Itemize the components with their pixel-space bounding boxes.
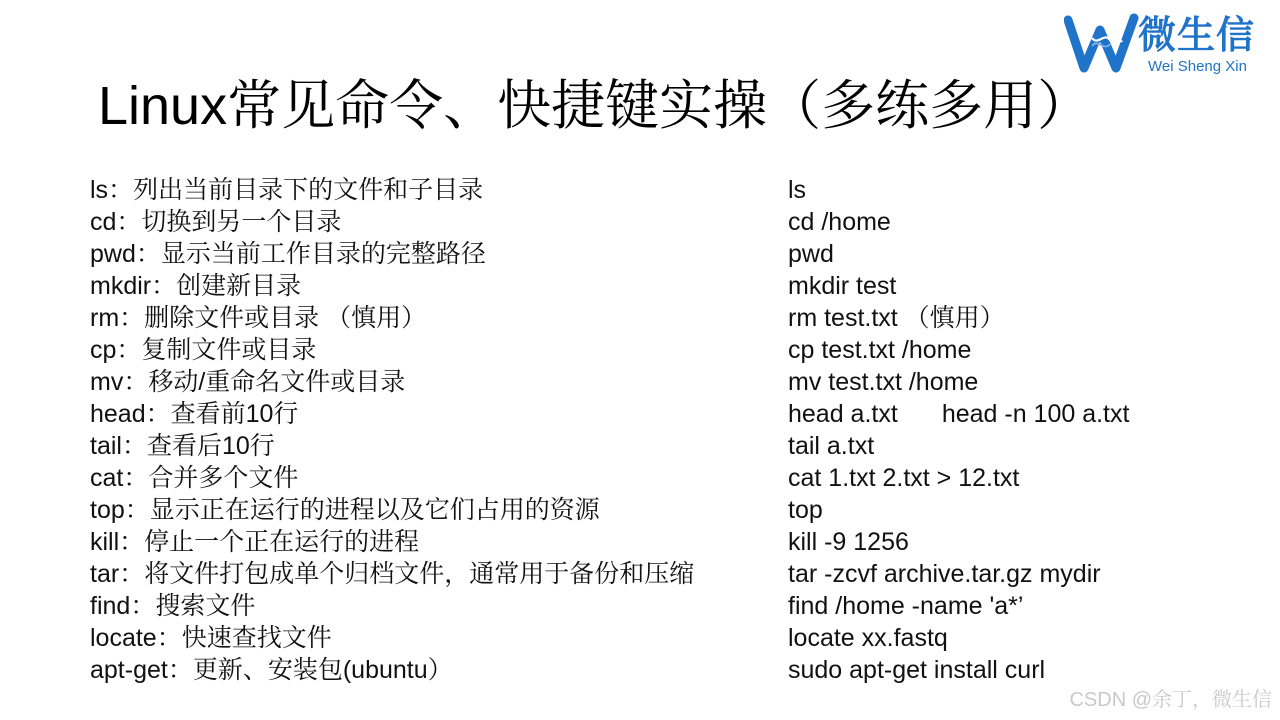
command-name: kill [90,528,120,556]
command-example: cat 1.txt 2.txt > 12.txt [788,464,1020,492]
command-description: ：复制文件或目录 [116,336,317,364]
list-item [90,206,770,238]
list-item [788,206,1258,238]
list-item [90,302,770,334]
list-item [788,558,1258,590]
command-description: ：快速查找文件 [156,624,332,652]
command-name: tail [90,432,122,460]
command-description: ：移动/重命名文件或目录 [123,368,406,396]
command-example: rm test.txt （慎用） [788,304,1005,332]
command-name: apt-get [90,656,168,684]
command-name: locate [90,624,157,652]
list-item [90,174,770,206]
list-item [90,526,770,558]
command-name: find [90,592,131,620]
list-item [90,622,770,654]
list-item [90,270,770,302]
command-example: ls [788,176,807,204]
command-name: cp [90,336,117,364]
w-dna-logo-icon [1064,12,1140,74]
command-description: ：切换到另一个目录 [116,208,342,236]
list-item [90,238,770,270]
list-item [90,398,770,430]
command-example: locate xx.fastq [788,624,948,652]
footer-watermark: CSDN @余丁，微生信 [1069,689,1272,711]
list-item [788,398,1258,430]
command-example: cd /home [788,208,891,236]
slide-title: Linux常见命令、快捷键实操（多练多用） [98,76,1092,136]
command-description: ：查看前10行 [145,400,299,428]
command-name: cat [90,464,124,492]
command-example: mkdir test [788,272,897,300]
list-item [788,174,1258,206]
list-item [90,654,770,686]
list-item [788,590,1258,622]
command-name: cd [90,208,117,236]
list-item [788,526,1258,558]
command-example: cp test.txt /home [788,336,972,364]
list-item [788,302,1258,334]
logo-chinese-name: 微生信 [1138,15,1256,57]
command-description: ：创建新目录 [151,272,302,300]
command-name: mkdir [90,272,152,300]
command-name: rm [90,304,120,332]
command-description: ：查看后10行 [121,432,275,460]
command-example: head a.txt [788,400,898,428]
command-description: ：更新、安装包(ubuntu） [167,656,453,684]
list-item [788,238,1258,270]
command-name: head [90,400,146,428]
command-description: ：显示正在运行的进程以及它们占用的资源 [124,496,600,524]
command-example: pwd [788,240,834,268]
list-item [788,270,1258,302]
command-example: tar -zcvf archive.tar.gz mydir [788,560,1101,588]
list-item [90,366,770,398]
list-item [788,366,1258,398]
command-example: tail a.txt [788,432,875,460]
list-item [90,334,770,366]
command-example: find /home -name 'a*’ [788,592,1024,620]
command-name: top [90,496,125,524]
command-description: ：搜索文件 [130,592,256,620]
list-item [788,654,1258,686]
list-item [788,430,1258,462]
command-description: ：删除文件或目录 （慎用） [119,304,427,332]
command-example: kill -9 1256 [788,528,909,556]
command-description: ：停止一个正在运行的进程 [119,528,420,556]
command-example-list [788,174,1258,686]
logo-english-name: Wei Sheng Xin [1148,58,1247,75]
command-example-secondary: head -n 100 a.txt [941,400,1130,428]
command-description: ：将文件打包成单个归档文件，通常用于备份和压缩 [119,560,695,588]
list-item [90,494,770,526]
list-item [90,430,770,462]
list-item [90,558,770,590]
command-name: ls [90,176,109,204]
command-example: sudo apt-get install curl [788,656,1046,684]
command-name: pwd [90,240,136,268]
list-item [90,462,770,494]
command-example: mv test.txt /home [788,368,979,396]
list-item [788,334,1258,366]
command-description-list [90,174,770,686]
logo [1064,10,1274,80]
list-item [788,462,1258,494]
command-description: ：合并多个文件 [123,464,299,492]
command-description: ：列出当前目录下的文件和子目录 [108,176,484,204]
command-description: ：显示当前工作目录的完整路径 [135,240,486,268]
command-example: top [788,496,823,524]
command-name: tar [90,560,120,588]
list-item [788,622,1258,654]
command-name: mv [90,368,124,396]
list-item [788,494,1258,526]
list-item [90,590,770,622]
